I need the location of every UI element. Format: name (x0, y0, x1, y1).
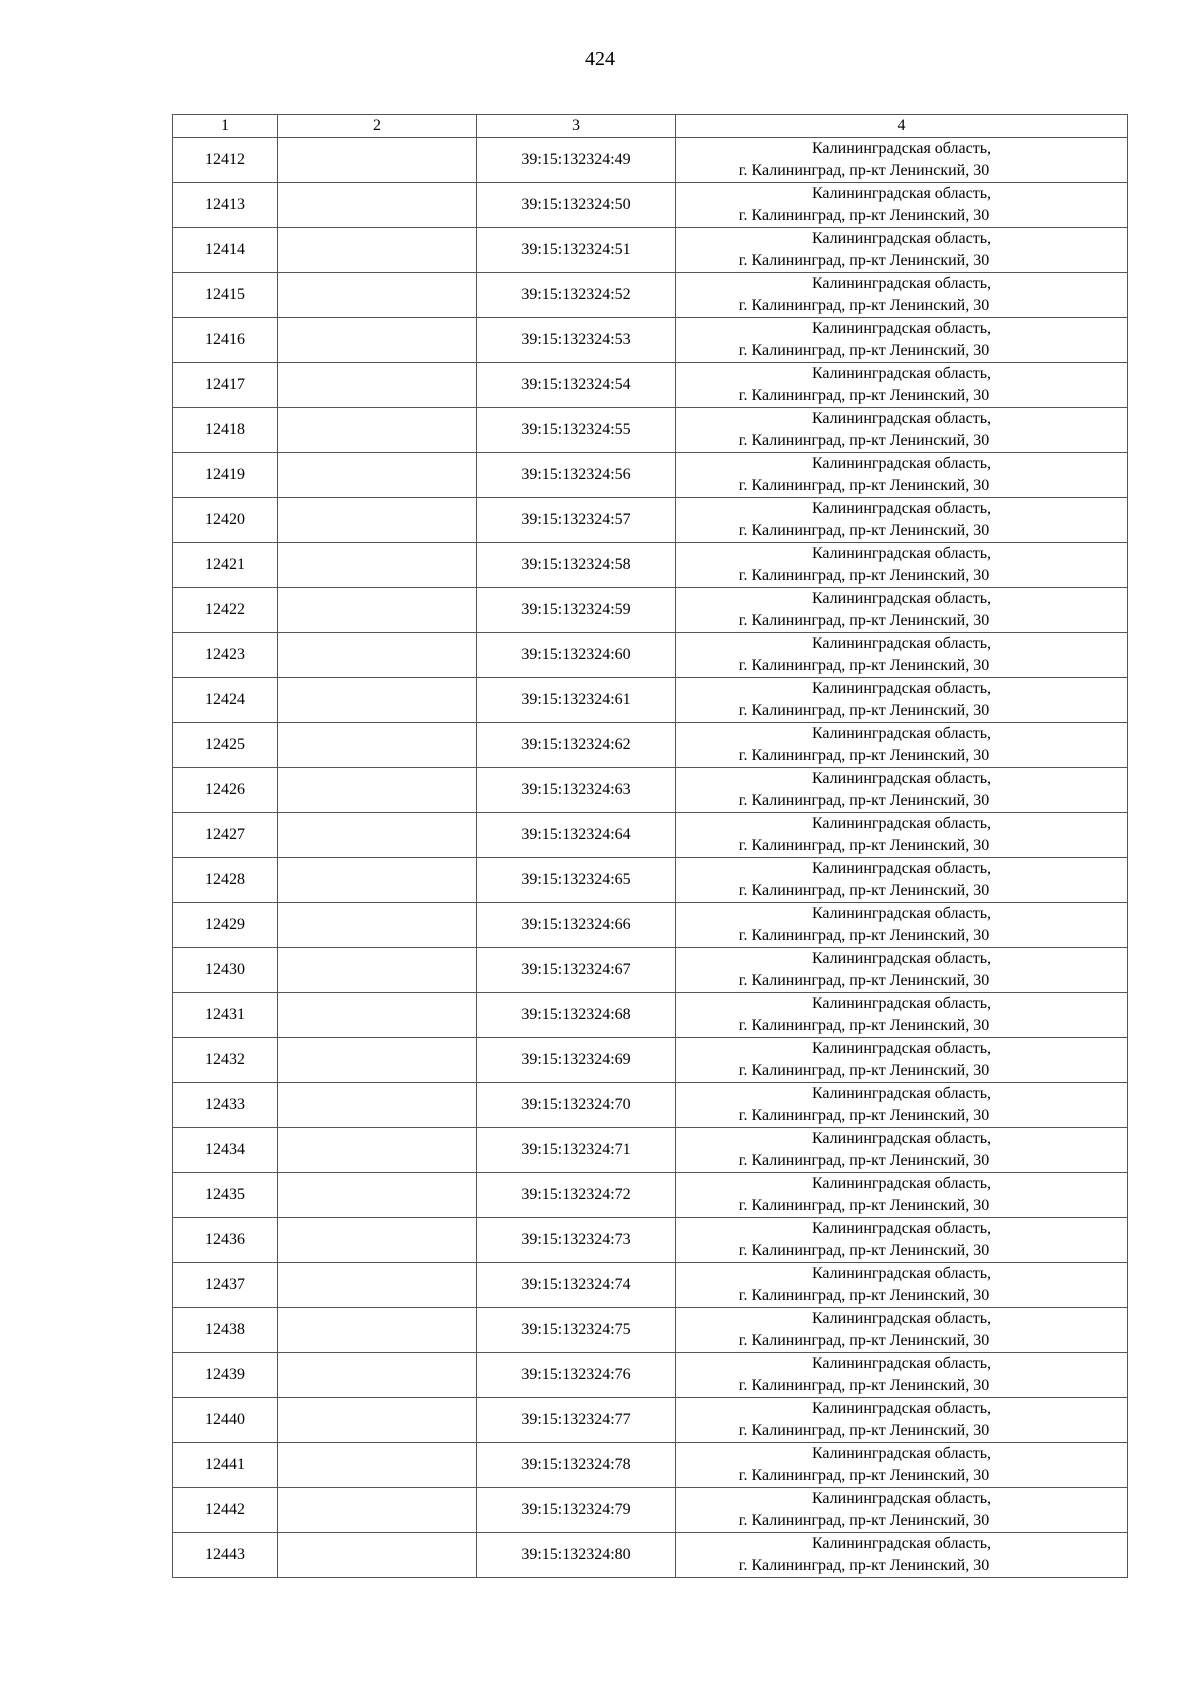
cadastral-number: 39:15:132324:50 (477, 183, 676, 228)
table-row (173, 363, 1128, 408)
address-street: г. Калининград, пр-кт Ленинский, 30 (738, 1242, 990, 1259)
row-number: 12438 (173, 1308, 278, 1353)
cadastral-number: 39:15:132324:72 (477, 1173, 676, 1218)
address-cell (676, 408, 1128, 453)
cadastral-number: 39:15:132324:49 (477, 138, 676, 183)
row-number: 12434 (173, 1128, 278, 1173)
address-region: Калининградская область, (811, 1130, 992, 1147)
address-cell (676, 678, 1128, 723)
address-cell (676, 588, 1128, 633)
address-street: г. Калининград, пр-кт Ленинский, 30 (738, 1512, 990, 1529)
address-street: г. Калининград, пр-кт Ленинский, 30 (738, 702, 990, 719)
address-cell (676, 363, 1128, 408)
row-col-2 (278, 453, 477, 498)
address-street: г. Калининград, пр-кт Ленинский, 30 (738, 612, 990, 629)
address-cell (676, 723, 1128, 768)
address-street: г. Калининград, пр-кт Ленинский, 30 (738, 1107, 990, 1124)
row-col-2 (278, 588, 477, 633)
table-row (173, 1308, 1128, 1353)
row-number: 12443 (173, 1533, 278, 1578)
row-number: 12425 (173, 723, 278, 768)
row-col-2 (278, 1083, 477, 1128)
row-col-2 (278, 1263, 477, 1308)
address-cell (676, 1443, 1128, 1488)
address-cell (676, 138, 1128, 183)
address-region: Калининградская область, (811, 1310, 992, 1327)
row-number: 12417 (173, 363, 278, 408)
row-col-2 (278, 1353, 477, 1398)
row-number: 12426 (173, 768, 278, 813)
table-row (173, 1443, 1128, 1488)
row-col-2 (278, 1443, 477, 1488)
row-col-2 (278, 1173, 477, 1218)
row-col-2 (278, 273, 477, 318)
table-row (173, 723, 1128, 768)
address-region: Калининградская область, (811, 1535, 992, 1552)
table-row (173, 768, 1128, 813)
row-col-2 (278, 903, 477, 948)
cadastral-number: 39:15:132324:75 (477, 1308, 676, 1353)
address-cell (676, 228, 1128, 273)
cadastral-number: 39:15:132324:52 (477, 273, 676, 318)
address-region: Калининградская область, (811, 905, 992, 922)
address-street: г. Калининград, пр-кт Ленинский, 30 (738, 522, 990, 539)
address-cell (676, 453, 1128, 498)
address-cell (676, 1488, 1128, 1533)
row-col-2 (278, 678, 477, 723)
cadastral-number: 39:15:132324:57 (477, 498, 676, 543)
row-number: 12431 (173, 993, 278, 1038)
row-number: 12428 (173, 858, 278, 903)
table-row (173, 1173, 1128, 1218)
table-row (173, 138, 1128, 183)
row-number: 12440 (173, 1398, 278, 1443)
cadastral-number: 39:15:132324:61 (477, 678, 676, 723)
address-cell (676, 1038, 1128, 1083)
row-col-2 (278, 498, 477, 543)
address-region: Калининградская область, (811, 1355, 992, 1372)
address-street: г. Калининград, пр-кт Ленинский, 30 (738, 252, 990, 269)
address-street: г. Калининград, пр-кт Ленинский, 30 (738, 387, 990, 404)
address-street: г. Калининград, пр-кт Ленинский, 30 (738, 837, 990, 854)
table-row (173, 633, 1128, 678)
address-region: Калининградская область, (811, 1265, 992, 1282)
address-cell (676, 903, 1128, 948)
cadastral-number: 39:15:132324:66 (477, 903, 676, 948)
address-region: Калининградская область, (811, 365, 992, 382)
table-row (173, 1353, 1128, 1398)
address-cell (676, 993, 1128, 1038)
cadastral-number: 39:15:132324:76 (477, 1353, 676, 1398)
header-row (173, 115, 1128, 138)
address-cell (676, 273, 1128, 318)
address-cell (676, 633, 1128, 678)
address-cell (676, 183, 1128, 228)
address-street: г. Калининград, пр-кт Ленинский, 30 (738, 747, 990, 764)
table-row (173, 498, 1128, 543)
cadastral-number: 39:15:132324:77 (477, 1398, 676, 1443)
row-number: 12427 (173, 813, 278, 858)
row-col-2 (278, 948, 477, 993)
row-number: 12442 (173, 1488, 278, 1533)
address-region: Калининградская область, (811, 635, 992, 652)
address-cell (676, 1308, 1128, 1353)
table-row (173, 1533, 1128, 1578)
cadastral-number: 39:15:132324:79 (477, 1488, 676, 1533)
address-street: г. Калининград, пр-кт Ленинский, 30 (738, 1287, 990, 1304)
table-row (173, 1083, 1128, 1128)
address-street: г. Калининград, пр-кт Ленинский, 30 (738, 792, 990, 809)
address-street: г. Калининград, пр-кт Ленинский, 30 (738, 927, 990, 944)
row-number: 12423 (173, 633, 278, 678)
address-cell (676, 1128, 1128, 1173)
cadastral-number: 39:15:132324:58 (477, 543, 676, 588)
table-row (173, 408, 1128, 453)
address-region: Калининградская область, (811, 995, 992, 1012)
address-region: Калининградская область, (811, 1490, 992, 1507)
header-col-4: 4 (676, 115, 1128, 138)
cadastral-number: 39:15:132324:56 (477, 453, 676, 498)
address-region: Калининградская область, (811, 815, 992, 832)
address-cell (676, 318, 1128, 363)
address-cell (676, 813, 1128, 858)
cadastral-number: 39:15:132324:64 (477, 813, 676, 858)
table-row (173, 858, 1128, 903)
address-region: Калининградская область, (811, 860, 992, 877)
row-number: 12412 (173, 138, 278, 183)
address-cell (676, 1263, 1128, 1308)
row-col-2 (278, 183, 477, 228)
address-region: Калининградская область, (811, 1040, 992, 1057)
address-street: г. Калининград, пр-кт Ленинский, 30 (738, 207, 990, 224)
row-col-2 (278, 228, 477, 273)
address-street: г. Калининград, пр-кт Ленинский, 30 (738, 1557, 990, 1574)
address-cell (676, 1218, 1128, 1263)
cadastral-number: 39:15:132324:53 (477, 318, 676, 363)
cadastral-number: 39:15:132324:80 (477, 1533, 676, 1578)
row-col-2 (278, 1488, 477, 1533)
cadastral-number: 39:15:132324:70 (477, 1083, 676, 1128)
table-row (173, 318, 1128, 363)
table-row (173, 543, 1128, 588)
table-row (173, 1038, 1128, 1083)
cadastral-number: 39:15:132324:55 (477, 408, 676, 453)
address-street: г. Калининград, пр-кт Ленинский, 30 (738, 1152, 990, 1169)
cadastral-number: 39:15:132324:54 (477, 363, 676, 408)
row-col-2 (278, 858, 477, 903)
address-street: г. Калининград, пр-кт Ленинский, 30 (738, 972, 990, 989)
address-street: г. Калининград, пр-кт Ленинский, 30 (738, 567, 990, 584)
row-number: 12439 (173, 1353, 278, 1398)
cadastral-number: 39:15:132324:68 (477, 993, 676, 1038)
header-col-1: 1 (173, 115, 278, 138)
row-number: 12424 (173, 678, 278, 723)
address-street: г. Калининград, пр-кт Ленинский, 30 (738, 477, 990, 494)
row-col-2 (278, 633, 477, 678)
address-region: Калининградская область, (811, 590, 992, 607)
row-number: 12420 (173, 498, 278, 543)
address-street: г. Калининград, пр-кт Ленинский, 30 (738, 1017, 990, 1034)
table-row (173, 1488, 1128, 1533)
row-col-2 (278, 1533, 477, 1578)
address-region: Калининградская область, (811, 1220, 992, 1237)
address-street: г. Калининград, пр-кт Ленинский, 30 (738, 1197, 990, 1214)
address-region: Калининградская область, (811, 545, 992, 562)
row-number: 12416 (173, 318, 278, 363)
address-street: г. Калининград, пр-кт Ленинский, 30 (738, 432, 990, 449)
table-body (173, 138, 1128, 1578)
row-number: 12435 (173, 1173, 278, 1218)
cadastral-number: 39:15:132324:60 (477, 633, 676, 678)
address-street: г. Калининград, пр-кт Ленинский, 30 (738, 1062, 990, 1079)
address-region: Калининградская область, (811, 320, 992, 337)
table-row (173, 453, 1128, 498)
address-region: Калининградская область, (811, 185, 992, 202)
table-row (173, 813, 1128, 858)
table-row (173, 1128, 1128, 1173)
address-region: Калининградская область, (811, 680, 992, 697)
row-number: 12437 (173, 1263, 278, 1308)
table-row (173, 228, 1128, 273)
address-region: Калининградская область, (811, 950, 992, 967)
table-row (173, 903, 1128, 948)
cadastral-number: 39:15:132324:71 (477, 1128, 676, 1173)
page-number: 424 (585, 48, 615, 70)
cadastral-number: 39:15:132324:62 (477, 723, 676, 768)
address-region: Калининградская область, (811, 1400, 992, 1417)
row-col-2 (278, 408, 477, 453)
table-row (173, 183, 1128, 228)
address-region: Калининградская область, (811, 410, 992, 427)
cadastral-number: 39:15:132324:67 (477, 948, 676, 993)
table-row (173, 948, 1128, 993)
cadastral-number: 39:15:132324:69 (477, 1038, 676, 1083)
row-col-2 (278, 1038, 477, 1083)
row-col-2 (278, 1218, 477, 1263)
row-col-2 (278, 138, 477, 183)
address-cell (676, 858, 1128, 903)
address-street: г. Калининград, пр-кт Ленинский, 30 (738, 1377, 990, 1394)
cadastral-number: 39:15:132324:78 (477, 1443, 676, 1488)
address-region: Калининградская область, (811, 725, 992, 742)
row-number: 12432 (173, 1038, 278, 1083)
address-region: Калининградская область, (811, 455, 992, 472)
cadastral-number: 39:15:132324:65 (477, 858, 676, 903)
header-col-2: 2 (278, 115, 477, 138)
header-col-3: 3 (477, 115, 676, 138)
row-col-2 (278, 768, 477, 813)
row-number: 12429 (173, 903, 278, 948)
cadastral-number: 39:15:132324:63 (477, 768, 676, 813)
table-row (173, 273, 1128, 318)
row-col-2 (278, 1398, 477, 1443)
address-cell (676, 543, 1128, 588)
table-row (173, 678, 1128, 723)
cadastral-number: 39:15:132324:59 (477, 588, 676, 633)
address-region: Калининградская область, (811, 140, 992, 157)
row-number: 12419 (173, 453, 278, 498)
row-number: 12433 (173, 1083, 278, 1128)
address-street: г. Калининград, пр-кт Ленинский, 30 (738, 297, 990, 314)
row-col-2 (278, 1308, 477, 1353)
address-region: Калининградская область, (811, 1175, 992, 1192)
address-cell (676, 1353, 1128, 1398)
table-row (173, 1263, 1128, 1308)
row-col-2 (278, 363, 477, 408)
table-row (173, 1398, 1128, 1443)
address-street: г. Калининград, пр-кт Ленинский, 30 (738, 1332, 990, 1349)
address-street: г. Калининград, пр-кт Ленинский, 30 (738, 342, 990, 359)
address-cell (676, 1533, 1128, 1578)
cadastral-number: 39:15:132324:51 (477, 228, 676, 273)
address-region: Калининградская область, (811, 275, 992, 292)
row-col-2 (278, 318, 477, 363)
cadastral-number: 39:15:132324:74 (477, 1263, 676, 1308)
row-number: 12418 (173, 408, 278, 453)
table-row (173, 588, 1128, 633)
address-cell (676, 768, 1128, 813)
row-number: 12441 (173, 1443, 278, 1488)
row-number: 12413 (173, 183, 278, 228)
row-col-2 (278, 543, 477, 588)
row-number: 12414 (173, 228, 278, 273)
row-col-2 (278, 993, 477, 1038)
address-cell (676, 498, 1128, 543)
row-number: 12421 (173, 543, 278, 588)
address-region: Калининградская область, (811, 500, 992, 517)
row-number: 12422 (173, 588, 278, 633)
address-cell (676, 948, 1128, 993)
table-row (173, 1218, 1128, 1263)
address-street: г. Калининград, пр-кт Ленинский, 30 (738, 1422, 990, 1439)
address-region: Калининградская область, (811, 230, 992, 247)
address-cell (676, 1398, 1128, 1443)
row-col-2 (278, 723, 477, 768)
address-cell (676, 1173, 1128, 1218)
table-row (173, 993, 1128, 1038)
address-region: Калининградская область, (811, 1085, 992, 1102)
row-col-2 (278, 1128, 477, 1173)
address-cell (676, 1083, 1128, 1128)
address-street: г. Калининград, пр-кт Ленинский, 30 (738, 162, 990, 179)
address-street: г. Калининград, пр-кт Ленинский, 30 (738, 657, 990, 674)
address-street: г. Калининград, пр-кт Ленинский, 30 (738, 1467, 990, 1484)
row-number: 12436 (173, 1218, 278, 1263)
address-street: г. Калининград, пр-кт Ленинский, 30 (738, 882, 990, 899)
address-region: Калининградская область, (811, 1445, 992, 1462)
cadastral-number: 39:15:132324:73 (477, 1218, 676, 1263)
table-header (173, 115, 1128, 138)
registry-table (172, 114, 1128, 1578)
row-col-2 (278, 813, 477, 858)
address-region: Калининградская область, (811, 770, 992, 787)
row-number: 12430 (173, 948, 278, 993)
row-number: 12415 (173, 273, 278, 318)
